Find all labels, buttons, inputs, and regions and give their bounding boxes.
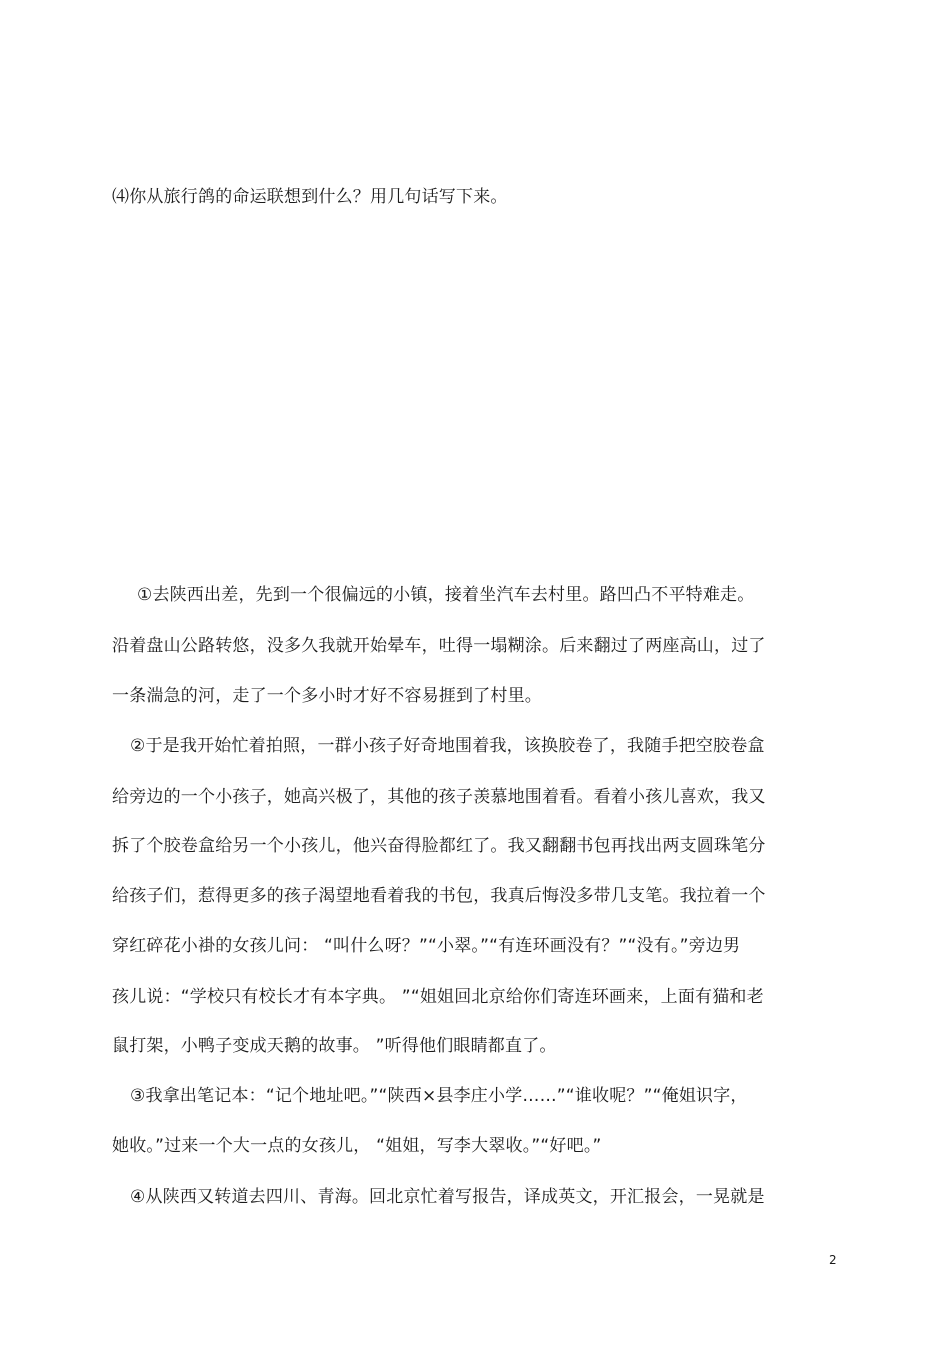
passage-line: 给孩子们，惹得更多的孩子渴望地看着我的书包，我真后悔没多带几支笔。我拉着一个 [112,886,766,906]
passage-line: ③我拿出笔记本：“记个地址吧。”“陕西×县李庄小学……”“谁收呢？”“俺姐识字， [130,1086,748,1106]
passage-line: ①去陕西出差，先到一个很偏远的小镇，接着坐汽车去村里。路凹凸不平特难走。 [137,585,755,605]
passage-line: 鼠打架，小鸭子变成天鹅的故事。 ”听得他们眼睛都直了。 [112,1036,557,1056]
question-prompt: ⑷你从旅行鸽的命运联想到什么？用几句话写下来。 [112,187,508,207]
page-number: 2 [829,1253,837,1267]
passage-line: 她收。”过来一个大一点的女孩儿， “姐姐，写李大翠收。”“好吧。” [112,1136,602,1156]
passage-line: 给旁边的一个小孩子，她高兴极了，其他的孩子羡慕地围着看。看着小孩儿喜欢，我又 [112,787,766,807]
passage-line: ②于是我开始忙着拍照，一群小孩子好奇地围着我，该换胶卷了，我随手把空胶卷盒 [130,736,765,756]
passage-line: 穿红碎花小褂的女孩儿问： “叫什么呀？”“小翠。”“有连环画没有？”“没有。”旁边男 [112,936,741,956]
passage-line: ④从陕西又转道去四川、青海。回北京忙着写报告，译成英文，开汇报会，一晃就是 [130,1187,765,1207]
passage-line: 沿着盘山公路转悠，没多久我就开始晕车，吐得一塌糊涂。后来翻过了两座高山，过了 [112,636,766,656]
passage-line: 孩儿说：“学校只有校长才有本字典。 ”“姐姐回北京给你们寄连环画来，上面有猫和老 [112,987,764,1007]
passage-line: 拆了个胶卷盒给另一个小孩儿，他兴奋得脸都红了。我又翻翻书包再找出两支圆珠笔分 [112,836,766,856]
passage-line: 一条湍急的河，走了一个多小时才好不容易捱到了村里。 [112,686,542,706]
